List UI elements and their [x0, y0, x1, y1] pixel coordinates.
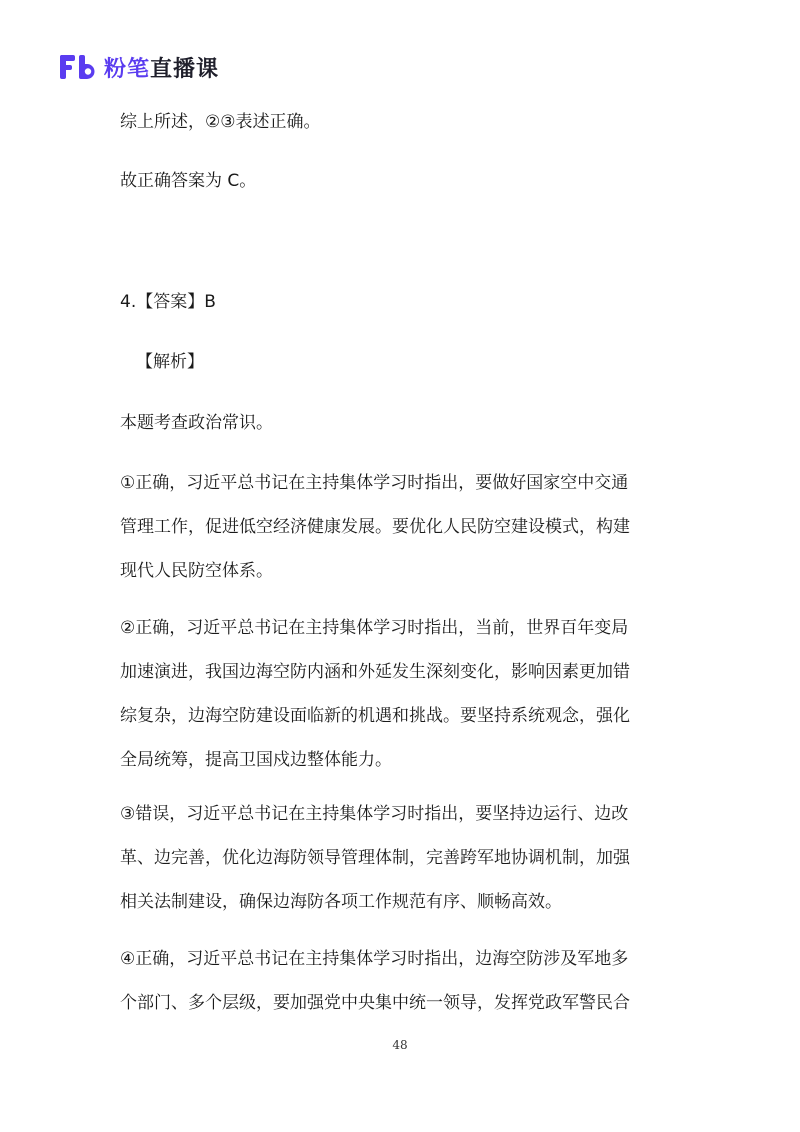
- statement-4-paragraph: [120, 937, 680, 1025]
- text-line: 革、边完善，优化边海防领导管理体制，完善跨军地协调机制，加强: [120, 848, 630, 868]
- fb-logo-icon: [58, 52, 98, 82]
- text-line: ④正确，习近平总书记在主持集体学习时指出，边海空防涉及军地多: [120, 949, 629, 969]
- question-answer-heading: 4.【答案】B: [120, 292, 216, 312]
- text-line: 综复杂，边海空防建设面临新的机遇和挑战。要坚持系统观念，强化: [120, 706, 630, 726]
- text-line: ②正确，习近平总书记在主持集体学习时指出，当前，世界百年变局: [120, 618, 629, 638]
- logo-suffix: 直播课: [150, 56, 220, 82]
- topic-text: 本题考查政治常识。: [120, 413, 273, 433]
- header-logo: [58, 50, 219, 84]
- answer-conclusion: 故正确答案为 C。: [120, 171, 257, 191]
- conclusion-text: 综上所述，②③表述正确。: [120, 112, 321, 132]
- text-line: 管理工作，促进低空经济健康发展。要优化人民防空建设模式，构建: [120, 517, 630, 537]
- text-line: 个部门、多个层级，要加强党中央集中统一领导，发挥党政军警民合: [120, 993, 630, 1013]
- text-line: ③错误，习近平总书记在主持集体学习时指出，要坚持边运行、边改: [120, 804, 629, 824]
- statement-1-paragraph: [120, 461, 680, 593]
- statement-3-paragraph: [120, 792, 680, 924]
- logo-brand: 粉笔: [104, 56, 151, 82]
- statement-2-paragraph: [120, 606, 680, 782]
- text-line: 加速演进，我国边海空防内涵和外延发生深刻变化，影响因素更加错: [120, 662, 630, 682]
- text-line: 相关法制建设，确保边海防各项工作规范有序、顺畅高效。: [120, 892, 562, 912]
- logo-text: [104, 52, 219, 83]
- page-number: 48: [392, 1038, 408, 1052]
- text-line: 全局统筹，提高卫国戍边整体能力。: [120, 750, 392, 770]
- analysis-heading: 【解析】: [136, 352, 204, 372]
- text-line: 现代人民防空体系。: [120, 561, 273, 581]
- text-line: ①正确，习近平总书记在主持集体学习时指出，要做好国家空中交通: [120, 473, 629, 493]
